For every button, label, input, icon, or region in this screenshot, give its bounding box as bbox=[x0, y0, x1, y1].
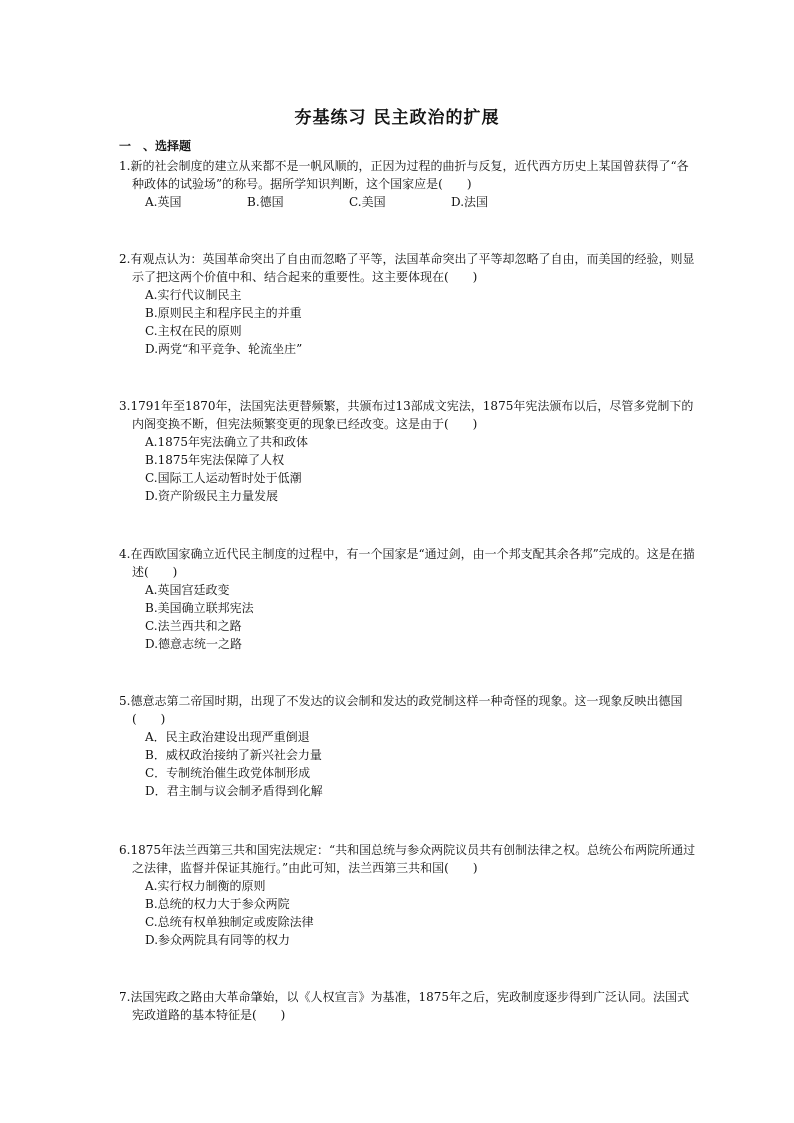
option-a: A.英国宫廷政变 bbox=[145, 583, 230, 597]
option-c: C.总统有权单独制定或废除法律 bbox=[145, 915, 314, 929]
question-7 bbox=[119, 988, 699, 1024]
option-list bbox=[119, 286, 699, 358]
option-list bbox=[119, 581, 699, 653]
option-d: D.法国 bbox=[451, 195, 489, 209]
option-d: D.资产阶级民主力量发展 bbox=[145, 489, 279, 503]
option-a: A.实行权力制衡的原则 bbox=[145, 879, 266, 893]
option-a: A．民主政治建设出现严重倒退 bbox=[145, 730, 310, 744]
option-b: B.1875年宪法保障了人权 bbox=[145, 453, 285, 467]
option-c: C．专制统治催生政党体制形成 bbox=[145, 766, 311, 780]
question-2 bbox=[119, 250, 699, 358]
question-3 bbox=[119, 397, 699, 505]
option-d: D.德意志统一之路 bbox=[145, 637, 243, 651]
option-a: A.英国 bbox=[145, 195, 182, 209]
question-6 bbox=[119, 841, 699, 949]
option-c: C.美国 bbox=[349, 195, 386, 209]
option-b: B.德国 bbox=[247, 195, 284, 209]
question-stem: 7.法国宪政之路由大革命肇始，以《人权宣言》为基准，1875年之后，宪政制度逐步得到广泛认同。法国式宪政道路的基本特征是( ) bbox=[119, 990, 689, 1022]
option-d: D.两党“和平竞争、轮流坐庄” bbox=[145, 342, 303, 356]
question-stem: 3.1791年至1870年，法国宪法更替频繁，共颁布过13部成文宪法，1875年宪法颁布以后，尽管多党制下的内阁变换不断，但宪法频繁变更的现象已经改变。这是由于( ) bbox=[119, 399, 694, 431]
question-stem: 4.在西欧国家确立近代民主制度的过程中，有一个国家是“通过剑，由一个邦支配其余各邦”完成的。这是在描述( ) bbox=[119, 547, 695, 579]
option-b: B.美国确立联邦宪法 bbox=[145, 601, 254, 615]
option-list bbox=[119, 193, 699, 211]
option-a: A.1875年宪法确立了共和政体 bbox=[145, 435, 309, 449]
option-list bbox=[119, 877, 699, 949]
option-d: D.参众两院具有同等的权力 bbox=[145, 933, 291, 947]
question-stem: 5.德意志第二帝国时期，出现了不发达的议会制和发达的政党制这样一种奇怪的现象。这一现象反映出德国( ) bbox=[119, 694, 683, 726]
option-b: B.原则民主和程序民主的并重 bbox=[145, 306, 302, 320]
question-stem: 2.有观点认为：英国革命突出了自由而忽略了平等，法国革命突出了平等却忽略了自由，而美国的经验，则显示了把这两个价值中和、结合起来的重要性。这主要体现在( ) bbox=[119, 252, 695, 284]
option-c: C.主权在民的原则 bbox=[145, 324, 242, 338]
question-1 bbox=[119, 157, 699, 211]
section-heading: 一 、选择题 bbox=[119, 139, 192, 153]
option-c: C.法兰西共和之路 bbox=[145, 619, 242, 633]
option-b: B.总统的权力大于参众两院 bbox=[145, 897, 290, 911]
option-c: C.国际工人运动暂时处于低潮 bbox=[145, 471, 302, 485]
option-d: D．君主制与议会制矛盾得到化解 bbox=[145, 784, 323, 798]
option-a: A.实行代议制民主 bbox=[145, 288, 242, 302]
question-5 bbox=[119, 692, 699, 800]
option-list bbox=[119, 433, 699, 505]
question-stem: 1.新的社会制度的建立从来都不是一帆风顺的，正因为过程的曲折与反复，近代西方历史上某国曾获得了“各种政体的试验场”的称号。据所学知识判断，这个国家应是( ) bbox=[119, 159, 689, 191]
question-stem: 6.1875年法兰西第三共和国宪法规定：“共和国总统与参众两院议员共有创制法律之权。总统公布两院所通过之法律，监督并保证其施行。”由此可知，法兰西第三共和国( ) bbox=[119, 843, 696, 875]
page-title: 夯基练习 民主政治的扩展 bbox=[294, 108, 500, 128]
option-b: B．威权政治接纳了新兴社会力量 bbox=[145, 748, 322, 762]
option-list bbox=[119, 728, 699, 800]
question-4 bbox=[119, 545, 699, 653]
